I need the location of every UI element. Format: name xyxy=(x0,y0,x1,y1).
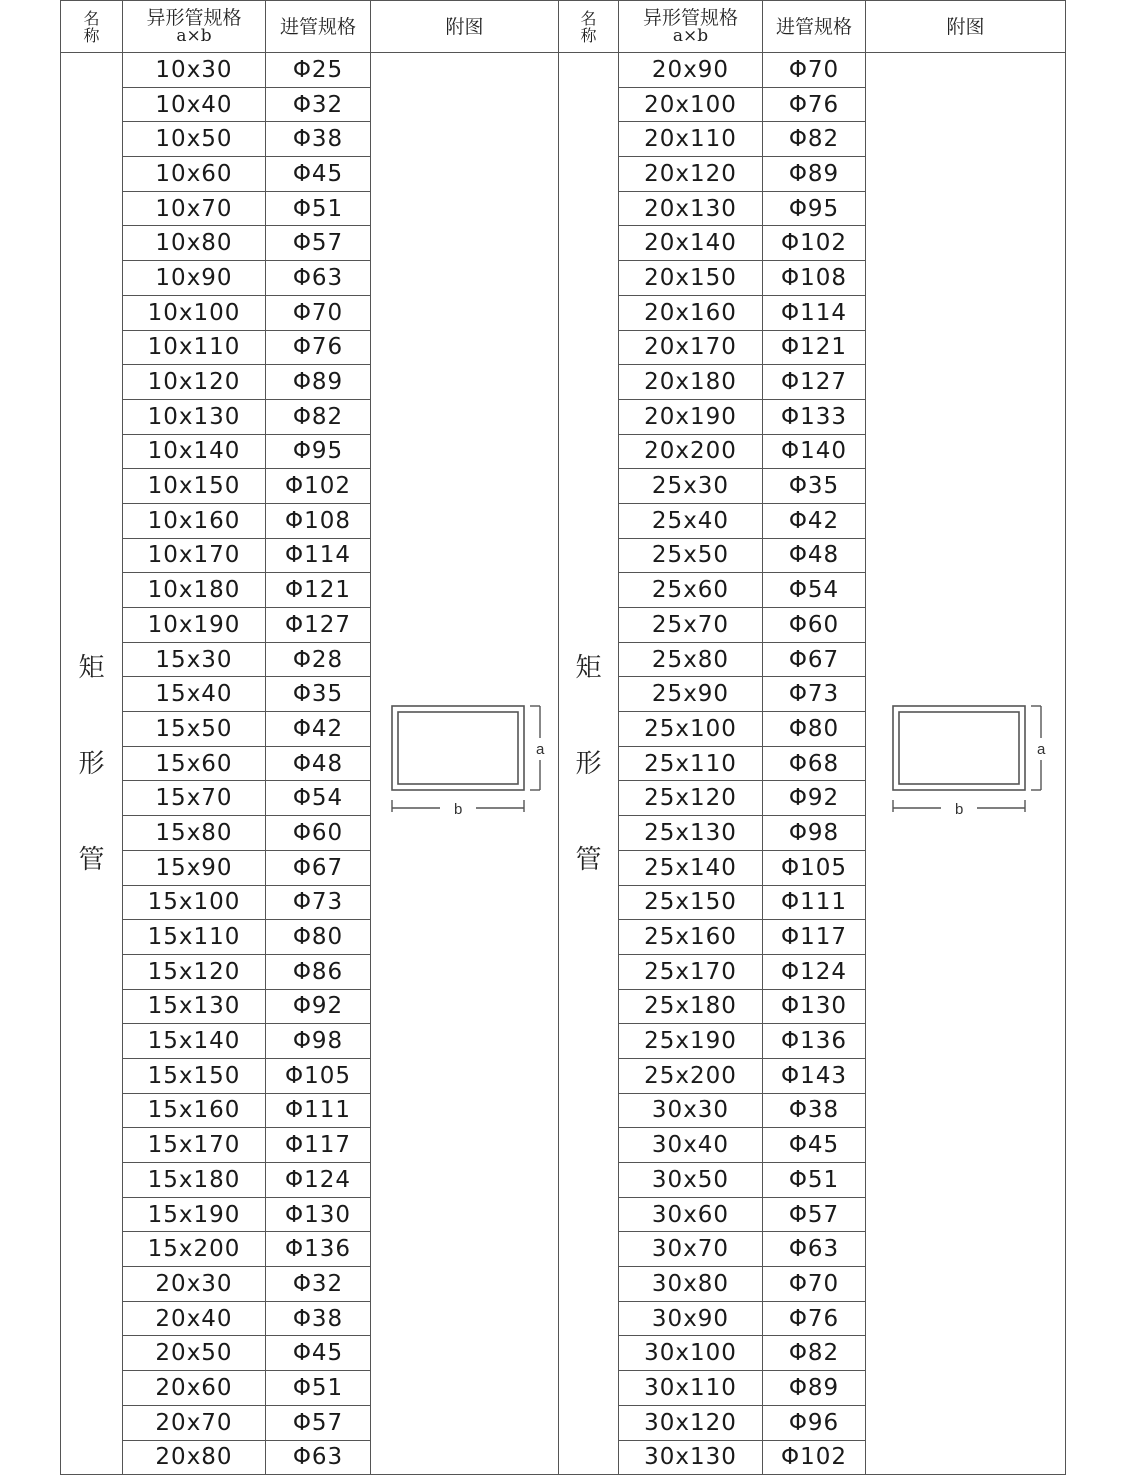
pipe-spec-cell: Φ92 xyxy=(763,781,866,816)
size-cell: 20x100 xyxy=(619,87,763,122)
size-cell: 25x140 xyxy=(619,850,763,885)
rect-tube-figure xyxy=(390,704,544,824)
pipe-spec-cell: Φ82 xyxy=(763,122,866,157)
pipe-spec-cell: Φ57 xyxy=(266,226,371,261)
pipe-spec-cell: Φ133 xyxy=(763,399,866,434)
pipe-spec-cell: Φ38 xyxy=(266,122,371,157)
size-cell: 10x50 xyxy=(123,122,266,157)
pipe-spec-cell: Φ111 xyxy=(266,1093,371,1128)
header-name-line2: 称 xyxy=(83,25,100,45)
category-char: 矩 xyxy=(78,652,105,683)
header-spec xyxy=(619,1,763,53)
pipe-spec-cell: Φ96 xyxy=(763,1405,866,1440)
pipe-spec-cell: Φ98 xyxy=(266,1024,371,1059)
size-cell: 15x130 xyxy=(123,989,266,1024)
category-name-cell xyxy=(61,53,123,1475)
header-spec xyxy=(123,1,266,53)
category-char: 管 xyxy=(575,844,602,875)
pipe-spec-cell: Φ111 xyxy=(763,885,866,920)
size-cell: 10x130 xyxy=(123,399,266,434)
figure-cell xyxy=(371,53,559,1475)
dim-b-label: b xyxy=(453,800,462,818)
size-cell: 20x110 xyxy=(619,122,763,157)
size-cell: 20x190 xyxy=(619,399,763,434)
pipe-spec-cell: Φ45 xyxy=(763,1128,866,1163)
pipe-spec-cell: Φ105 xyxy=(763,850,866,885)
size-cell: 25x100 xyxy=(619,712,763,747)
size-cell: 30x120 xyxy=(619,1405,763,1440)
size-cell: 15x110 xyxy=(123,920,266,955)
size-cell: 15x200 xyxy=(123,1232,266,1267)
size-cell: 20x170 xyxy=(619,330,763,365)
size-cell: 15x160 xyxy=(123,1093,266,1128)
size-cell: 30x110 xyxy=(619,1371,763,1406)
header-name-line1: 名 xyxy=(83,8,100,28)
size-cell: 30x130 xyxy=(619,1440,763,1475)
header-name-line2: 称 xyxy=(580,25,597,45)
pipe-spec-cell: Φ89 xyxy=(763,1371,866,1406)
size-cell: 20x80 xyxy=(123,1440,266,1475)
pipe-spec-cell: Φ32 xyxy=(266,1267,371,1302)
size-cell: 20x40 xyxy=(123,1301,266,1336)
size-cell: 25x70 xyxy=(619,608,763,643)
size-cell: 25x200 xyxy=(619,1058,763,1093)
pipe-spec-cell: Φ67 xyxy=(266,850,371,885)
header-figure: 附图 xyxy=(371,1,559,53)
pipe-spec-cell: Φ73 xyxy=(763,677,866,712)
rect-tube-diagram xyxy=(891,704,1045,824)
size-cell: 30x90 xyxy=(619,1301,763,1336)
pipe-spec-cell: Φ105 xyxy=(266,1058,371,1093)
pipe-spec-cell: Φ51 xyxy=(266,191,371,226)
pipe-spec-cell: Φ80 xyxy=(763,712,866,747)
size-cell: 15x140 xyxy=(123,1024,266,1059)
size-cell: 25x150 xyxy=(619,885,763,920)
header-name xyxy=(61,1,123,53)
pipe-spec-cell: Φ127 xyxy=(763,365,866,400)
pipe-spec-cell: Φ127 xyxy=(266,608,371,643)
pipe-spec-cell: Φ140 xyxy=(763,434,866,469)
pipe-spec-cell: Φ25 xyxy=(266,53,371,88)
header-pipe: 进管规格 xyxy=(763,1,866,53)
header-spec-line2: a×b xyxy=(176,25,212,46)
pipe-spec-cell: Φ80 xyxy=(266,920,371,955)
pipe-spec-cell: Φ60 xyxy=(763,608,866,643)
size-cell: 25x60 xyxy=(619,573,763,608)
tube-outer-wall xyxy=(893,706,1025,790)
pipe-spec-cell: Φ45 xyxy=(266,157,371,192)
table-row xyxy=(559,53,1066,88)
spec-table-right xyxy=(558,0,1066,1475)
pipe-spec-cell: Φ57 xyxy=(266,1405,371,1440)
pipe-spec-cell: Φ28 xyxy=(266,642,371,677)
size-cell: 15x150 xyxy=(123,1058,266,1093)
dim-b-label: b xyxy=(954,800,963,818)
size-cell: 25x90 xyxy=(619,677,763,712)
pipe-spec-cell: Φ95 xyxy=(266,434,371,469)
pipe-spec-cell: Φ63 xyxy=(266,1440,371,1475)
size-cell: 15x90 xyxy=(123,850,266,885)
pipe-spec-cell: Φ45 xyxy=(266,1336,371,1371)
size-cell: 30x100 xyxy=(619,1336,763,1371)
size-cell: 30x80 xyxy=(619,1267,763,1302)
header-row xyxy=(559,1,1066,53)
size-cell: 10x30 xyxy=(123,53,266,88)
size-cell: 25x130 xyxy=(619,816,763,851)
size-cell: 20x50 xyxy=(123,1336,266,1371)
size-cell: 30x30 xyxy=(619,1093,763,1128)
pipe-spec-cell: Φ54 xyxy=(266,781,371,816)
dim-a-label: a xyxy=(535,740,544,758)
pipe-spec-cell: Φ60 xyxy=(266,816,371,851)
pipe-spec-cell: Φ86 xyxy=(266,954,371,989)
size-cell: 20x120 xyxy=(619,157,763,192)
size-cell: 20x130 xyxy=(619,191,763,226)
pipe-spec-cell: Φ54 xyxy=(763,573,866,608)
size-cell: 15x180 xyxy=(123,1163,266,1198)
size-cell: 15x60 xyxy=(123,746,266,781)
size-cell: 10x120 xyxy=(123,365,266,400)
pipe-spec-cell: Φ51 xyxy=(266,1371,371,1406)
header-pipe: 进管规格 xyxy=(266,1,371,53)
header-spec-line2: a×b xyxy=(672,25,709,46)
size-cell: 25x30 xyxy=(619,469,763,504)
figure-cell xyxy=(866,53,1066,1475)
pipe-spec-cell: Φ108 xyxy=(266,503,371,538)
pipe-spec-cell: Φ102 xyxy=(763,1440,866,1475)
pipe-spec-cell: Φ42 xyxy=(763,503,866,538)
pipe-spec-cell: Φ57 xyxy=(763,1197,866,1232)
pipe-spec-cell: Φ121 xyxy=(763,330,866,365)
tube-inner-wall xyxy=(899,712,1019,784)
header-spec-line1: 异形管规格 xyxy=(146,6,242,29)
size-cell: 15x100 xyxy=(123,885,266,920)
size-cell: 10x70 xyxy=(123,191,266,226)
pipe-spec-cell: Φ35 xyxy=(266,677,371,712)
pipe-spec-cell: Φ143 xyxy=(763,1058,866,1093)
dim-a-label: a xyxy=(1036,740,1045,758)
size-cell: 25x80 xyxy=(619,642,763,677)
category-char: 形 xyxy=(575,748,602,779)
pipe-spec-cell: Φ108 xyxy=(763,261,866,296)
right-table-section xyxy=(558,0,1065,1471)
size-cell: 25x40 xyxy=(619,503,763,538)
size-cell: 25x180 xyxy=(619,989,763,1024)
pipe-spec-cell: Φ70 xyxy=(763,1267,866,1302)
size-cell: 10x90 xyxy=(123,261,266,296)
header-name xyxy=(559,1,619,53)
pipe-spec-cell: Φ92 xyxy=(266,989,371,1024)
pipe-spec-cell: Φ136 xyxy=(266,1232,371,1267)
pipe-spec-cell: Φ130 xyxy=(763,989,866,1024)
pipe-spec-cell: Φ70 xyxy=(763,53,866,88)
pipe-spec-cell: Φ98 xyxy=(763,816,866,851)
pipe-spec-cell: Φ130 xyxy=(266,1197,371,1232)
pipe-spec-cell: Φ76 xyxy=(763,87,866,122)
pipe-spec-cell: Φ42 xyxy=(266,712,371,747)
table-row xyxy=(61,53,559,88)
header-figure: 附图 xyxy=(866,1,1066,53)
header-spec-line1: 异形管规格 xyxy=(642,6,738,29)
pipe-spec-cell: Φ70 xyxy=(266,295,371,330)
category-char: 管 xyxy=(78,844,105,875)
size-cell: 10x170 xyxy=(123,538,266,573)
pipe-spec-cell: Φ89 xyxy=(266,365,371,400)
size-cell: 25x170 xyxy=(619,954,763,989)
pipe-spec-cell: Φ51 xyxy=(763,1163,866,1198)
pipe-spec-cell: Φ63 xyxy=(763,1232,866,1267)
pipe-spec-cell: Φ35 xyxy=(763,469,866,504)
pipe-spec-cell: Φ124 xyxy=(266,1163,371,1198)
pipe-spec-cell: Φ117 xyxy=(266,1128,371,1163)
pipe-spec-cell: Φ76 xyxy=(763,1301,866,1336)
size-cell: 20x180 xyxy=(619,365,763,400)
size-cell: 10x110 xyxy=(123,330,266,365)
size-cell: 30x60 xyxy=(619,1197,763,1232)
pipe-spec-cell: Φ48 xyxy=(266,746,371,781)
pipe-spec-cell: Φ82 xyxy=(763,1336,866,1371)
spec-sheet xyxy=(60,0,1065,1471)
size-cell: 10x80 xyxy=(123,226,266,261)
size-cell: 10x180 xyxy=(123,573,266,608)
pipe-spec-cell: Φ67 xyxy=(763,642,866,677)
size-cell: 15x70 xyxy=(123,781,266,816)
size-cell: 25x190 xyxy=(619,1024,763,1059)
size-cell: 10x60 xyxy=(123,157,266,192)
size-cell: 20x60 xyxy=(123,1371,266,1406)
size-cell: 30x70 xyxy=(619,1232,763,1267)
pipe-spec-cell: Φ114 xyxy=(763,295,866,330)
pipe-spec-cell: Φ121 xyxy=(266,573,371,608)
pipe-spec-cell: Φ117 xyxy=(763,920,866,955)
left-table-section xyxy=(60,0,558,1471)
size-cell: 15x170 xyxy=(123,1128,266,1163)
size-cell: 15x30 xyxy=(123,642,266,677)
pipe-spec-cell: Φ89 xyxy=(763,157,866,192)
size-cell: 25x110 xyxy=(619,746,763,781)
rect-tube-diagram xyxy=(390,704,544,824)
pipe-spec-cell: Φ102 xyxy=(266,469,371,504)
size-cell: 20x150 xyxy=(619,261,763,296)
size-cell: 20x200 xyxy=(619,434,763,469)
pipe-spec-cell: Φ38 xyxy=(266,1301,371,1336)
pipe-spec-cell: Φ114 xyxy=(266,538,371,573)
pipe-spec-cell: Φ76 xyxy=(266,330,371,365)
size-cell: 30x40 xyxy=(619,1128,763,1163)
pipe-spec-cell: Φ136 xyxy=(763,1024,866,1059)
size-cell: 10x160 xyxy=(123,503,266,538)
tube-inner-wall xyxy=(398,712,518,784)
size-cell: 20x140 xyxy=(619,226,763,261)
category-name-cell xyxy=(559,53,619,1475)
pipe-spec-cell: Φ38 xyxy=(763,1093,866,1128)
size-cell: 10x190 xyxy=(123,608,266,643)
size-cell: 15x120 xyxy=(123,954,266,989)
pipe-spec-cell: Φ102 xyxy=(763,226,866,261)
pipe-spec-cell: Φ124 xyxy=(763,954,866,989)
size-cell: 20x70 xyxy=(123,1405,266,1440)
rect-tube-figure xyxy=(891,704,1045,824)
pipe-spec-cell: Φ73 xyxy=(266,885,371,920)
size-cell: 15x50 xyxy=(123,712,266,747)
size-cell: 10x100 xyxy=(123,295,266,330)
size-cell: 20x90 xyxy=(619,53,763,88)
spec-table-left xyxy=(60,0,559,1475)
category-char: 矩 xyxy=(575,652,602,683)
size-cell: 25x50 xyxy=(619,538,763,573)
size-cell: 20x30 xyxy=(123,1267,266,1302)
pipe-spec-cell: Φ68 xyxy=(763,746,866,781)
size-cell: 25x120 xyxy=(619,781,763,816)
pipe-spec-cell: Φ48 xyxy=(763,538,866,573)
header-row xyxy=(61,1,559,53)
header-name-line1: 名 xyxy=(580,8,597,28)
pipe-spec-cell: Φ82 xyxy=(266,399,371,434)
tube-outer-wall xyxy=(392,706,524,790)
size-cell: 10x40 xyxy=(123,87,266,122)
size-cell: 15x40 xyxy=(123,677,266,712)
size-cell: 15x190 xyxy=(123,1197,266,1232)
size-cell: 10x150 xyxy=(123,469,266,504)
size-cell: 20x160 xyxy=(619,295,763,330)
pipe-spec-cell: Φ95 xyxy=(763,191,866,226)
size-cell: 15x80 xyxy=(123,816,266,851)
pipe-spec-cell: Φ63 xyxy=(266,261,371,296)
category-char: 形 xyxy=(78,748,105,779)
size-cell: 25x160 xyxy=(619,920,763,955)
size-cell: 10x140 xyxy=(123,434,266,469)
pipe-spec-cell: Φ32 xyxy=(266,87,371,122)
size-cell: 30x50 xyxy=(619,1163,763,1198)
